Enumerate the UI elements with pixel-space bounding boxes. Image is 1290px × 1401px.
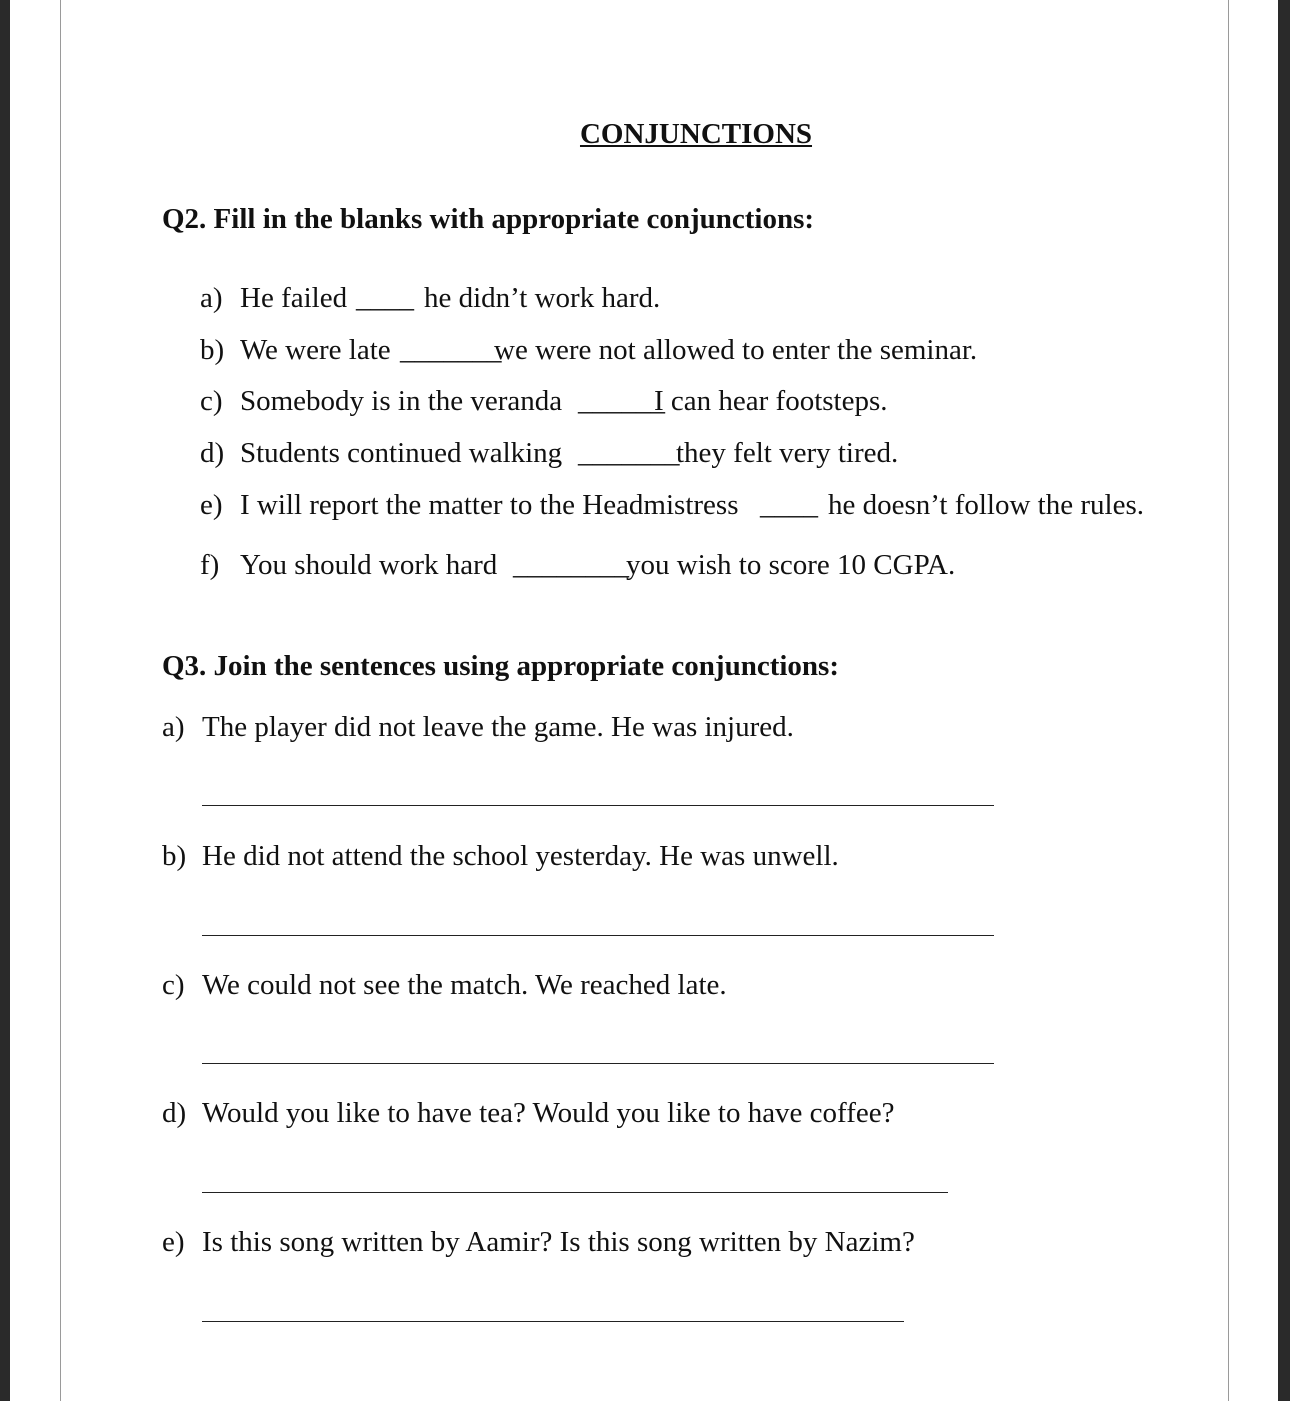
q2-item-before: He failed <box>240 282 348 314</box>
q3-item-text: We could not see the match. We reached late. <box>202 969 727 1001</box>
q3-item-marker: c) <box>162 969 185 1001</box>
q2-item-blank: ____ <box>760 489 818 521</box>
answer-line[interactable] <box>202 935 994 936</box>
q2-item-after: I can hear footsteps. <box>654 385 888 417</box>
q3-item-text: The player did not leave the game. He was injured. <box>202 711 794 743</box>
q2-item-after: he didn’t work hard. <box>424 282 661 314</box>
answer-line[interactable] <box>202 1063 994 1064</box>
q2-item-after: you wish to score 10 CGPA. <box>626 549 956 581</box>
q2-item-marker: a) <box>200 282 223 314</box>
q2-item-marker: e) <box>200 489 223 521</box>
q2-item-before: I will report the matter to the Headmistress <box>240 489 739 521</box>
q3-item-marker: e) <box>162 1226 185 1258</box>
worksheet-page <box>10 0 1278 1401</box>
q2-item-blank: ____ <box>356 282 414 314</box>
q2-item-before: You should work hard <box>240 549 498 581</box>
q2-item-after: we were not allowed to enter the seminar. <box>494 334 978 366</box>
q3-item-marker: b) <box>162 840 187 872</box>
q2-item-after: they felt very tired. <box>676 437 899 469</box>
q2-item-after: he doesn’t follow the rules. <box>828 489 1144 521</box>
q2-item-marker: d) <box>200 437 225 469</box>
q2-item-marker: f) <box>200 549 220 581</box>
q3-item-marker: d) <box>162 1097 187 1129</box>
q3-heading: Q3. Join the sentences using appropriate conjunctions: <box>162 650 839 682</box>
q3-item-text: Would you like to have tea? Would you like to have coffee? <box>202 1097 895 1129</box>
q3-item-text: He did not attend the school yesterday. He was unwell. <box>202 840 839 872</box>
q2-item-before: Students continued walking <box>240 437 563 469</box>
q2-item-marker: c) <box>200 385 223 417</box>
q2-item-blank: ______ <box>578 385 665 417</box>
q2-item-blank: _______ <box>400 334 502 366</box>
q3-item-marker: a) <box>162 711 185 743</box>
page-right-border <box>1228 0 1229 1401</box>
page-title: CONJUNCTIONS <box>579 118 813 150</box>
q3-item-text: Is this song written by Aamir? Is this song written by Nazim? <box>202 1226 915 1258</box>
answer-line[interactable] <box>202 1192 948 1193</box>
q2-item-before: Somebody is in the veranda <box>240 385 563 417</box>
q2-item-blank: ________ <box>513 549 629 581</box>
q2-item-before: We were late <box>240 334 391 366</box>
answer-line[interactable] <box>202 1321 904 1322</box>
answer-line[interactable] <box>202 805 994 806</box>
q2-heading: Q2. Fill in the blanks with appropriate conjunctions: <box>162 203 815 235</box>
q2-item-marker: b) <box>200 334 225 366</box>
page-left-border <box>60 0 61 1401</box>
q2-item-blank: _______ <box>578 437 680 469</box>
